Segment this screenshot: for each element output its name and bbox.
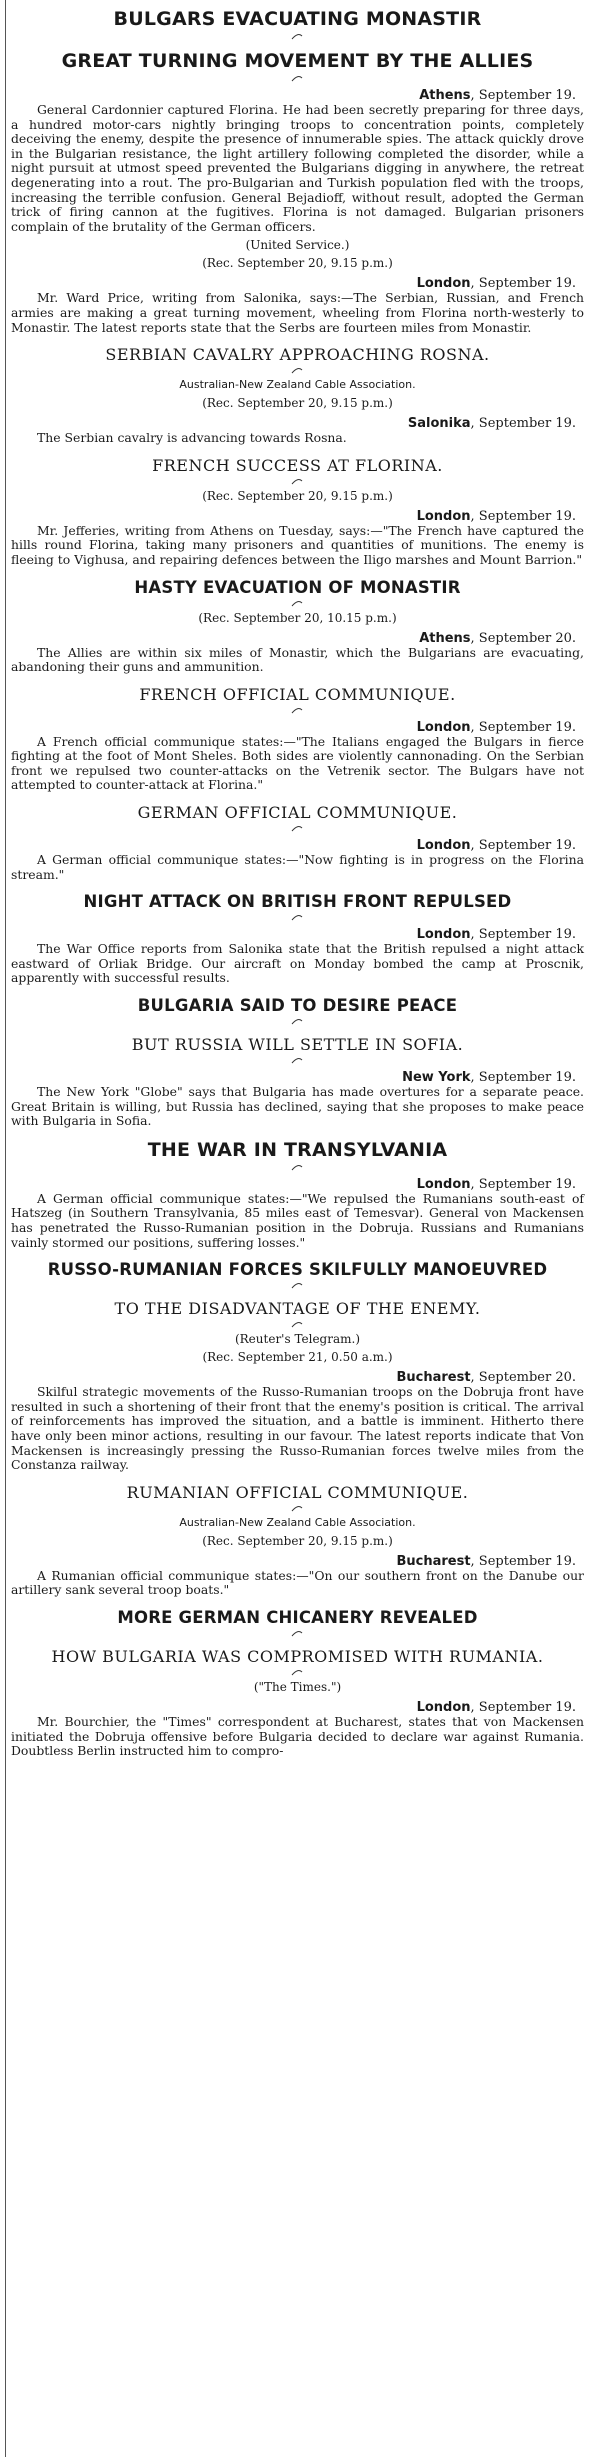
article-heading: FRENCH OFFICIAL COMMUNIQUE. (139, 684, 456, 704)
dispatch-text: The Serbian cavalry is advancing towards Rosna. (37, 430, 347, 446)
dateline-place: London (416, 838, 471, 854)
separator-rule (268, 1318, 328, 1328)
dateline-date: , September 19. (470, 1176, 576, 1192)
dateline (11, 416, 584, 431)
article-heading: HOW BULGARIA WAS COMPROMISED WITH RUMANIA. (51, 1646, 544, 1666)
dateline (11, 927, 584, 942)
dateline-place: Bucharest (396, 1553, 471, 1569)
dateline-date: , September 19. (470, 88, 576, 103)
article-heading: BULGARS EVACUATING MONASTIR (113, 8, 482, 30)
article-8 (11, 996, 584, 1035)
newspaper-column (5, 0, 589, 2457)
received-time: (Rec. September 20, 9.15 p.m.) (202, 256, 393, 271)
article-heading: GERMAN OFFICIAL COMMUNIQUE. (137, 803, 458, 823)
article-heading: FRENCH SUCCESS AT FLORINA. (152, 455, 443, 475)
dateline (11, 838, 584, 853)
article-12 (11, 1299, 584, 1483)
article-heading: BUT RUSSIA WILL SETTLE IN SOFIA. (131, 1035, 464, 1055)
received-time: (Rec. September 20, 9.15 p.m.) (202, 488, 393, 503)
dispatch-text: A German official communique states:—"Now fighting is in progress on the Florina stream." (11, 852, 584, 882)
dateline-place: New York (402, 1070, 471, 1086)
cable-agency: Australian-New Zealand Cable Association. (179, 1515, 416, 1529)
article-15 (11, 1647, 584, 1769)
article-13 (11, 1483, 584, 1608)
separator-rule (268, 1279, 328, 1289)
cable-agency: Australian-New Zealand Cable Association. (179, 378, 416, 392)
dateline-date: , September 19. (470, 276, 576, 292)
dateline-date: , September 19. (470, 927, 576, 943)
dateline-date: , September 19. (470, 719, 576, 735)
separator-rule (268, 1627, 328, 1637)
news-source: ("The Times.") (253, 1679, 342, 1694)
dateline (11, 1554, 584, 1569)
dateline (11, 509, 584, 524)
dispatch-text: Skilful strategic movements of the Russo-Rumanian troops on the Dobruja front have resulted in such a shortening of their front that the enemy's position is critical. The arrival of reinforcements has improved the situation, and a battle is imminent. Hitherto there have only been minor actions, resulting in our favour. The latest reports indicate that Von Mackensen is increasingly pressing the Russo-Rumanian forces twelve miles from the Constanza railway. (11, 1384, 584, 1473)
article-heading: RUMANIAN OFFICIAL COMMUNIQUE. (126, 1482, 469, 1502)
article-heading: RUSSO-RUMANIAN FORCES SKILFULLY MANOEUVRED (47, 1260, 548, 1280)
dateline-place: Athens (419, 88, 471, 103)
article-heading: MORE GERMAN CHICANERY REVEALED (117, 1607, 478, 1627)
article-heading: TO THE DISADVANTAGE OF THE ENEMY. (114, 1299, 481, 1319)
dateline-place: London (416, 927, 471, 943)
article-heading: GREAT TURNING MOVEMENT BY THE ALLIES (61, 50, 534, 72)
article-0 (11, 8, 584, 50)
dateline-date: , September 20. (470, 630, 576, 646)
received-time: (Rec. September 21, 0.50 a.m.) (202, 1350, 393, 1365)
dateline-date: , September 19. (470, 508, 576, 524)
dateline-place: London (416, 276, 471, 292)
dateline (11, 720, 584, 735)
dispatch-text: The New York "Globe" says that Bulgaria has made overtures for a separate peace. Great Britain is willing, but Russia has declined, saying that she proposes to make peace with Bulgaria in Sofia. (11, 1084, 584, 1129)
received-time: (Rec. September 20, 9.15 p.m.) (202, 1533, 393, 1548)
dateline-date: , September 20. (470, 1370, 576, 1386)
article-3 (11, 456, 584, 578)
article-1 (11, 50, 584, 345)
dateline (11, 276, 584, 291)
separator-rule (268, 911, 328, 921)
dateline (11, 1700, 584, 1715)
dispatch-text: General Cardonnier captured Florina. He had been secretly preparing for three days, a hundred motor-cars nightly bringing troops to concentration points, completely deceiving the enemy, despite the presence of innumerable spies. The attack quickly drove in the Bulgarian resistance, the light artillery following completed the disorder, while a night pursuit at utmost speed prevented the Bulgarians digging in anywhere, the retreat degenerating into a rout. The pro-Bulgarian and Turkish population fled with the troops, increasing the terrible confusion. General Bejadioff, without result, adopted the German trick of firing cannon at the fugitives. Florina is not damaged. Bulgarian prisoners complain of the brutality of the German officers. (11, 102, 584, 234)
dateline-place: Salonika (407, 416, 471, 432)
dispatch-text: A German official communique states:—"We repulsed the Rumanians south-east of Hatszeg (in Southern Transylvania, 85 miles east of Temesvar). General von Mackensen has penetrated the Russo-Rumanian position in the Dobruja. Russians and Rumanians vainly stormed our positions, suffering losses." (11, 1190, 584, 1250)
separator-rule (268, 597, 328, 607)
article-heading: SERBIAN CAVALRY APPROACHING ROSNA. (105, 345, 490, 365)
dateline (11, 631, 584, 646)
article-heading: HASTY EVACUATION OF MONASTIR (134, 577, 461, 597)
separator-rule (268, 704, 328, 714)
article-6 (11, 803, 584, 892)
dateline-place: London (416, 1699, 471, 1715)
dateline-place: London (416, 508, 471, 524)
dateline (11, 1177, 584, 1192)
separator-rule (268, 475, 328, 485)
dateline-place: Bucharest (396, 1370, 471, 1386)
article-5 (11, 685, 584, 803)
received-time: (Rec. September 20, 9.15 p.m.) (202, 396, 393, 411)
dateline (11, 1370, 584, 1385)
article-14 (11, 1608, 584, 1647)
separator-rule (268, 1054, 328, 1064)
dateline-date: , September 19. (470, 1699, 576, 1715)
article-heading: THE WAR IN TRANSYLVANIA (147, 1138, 448, 1161)
dateline-place: London (416, 1176, 471, 1192)
separator-rule (268, 1666, 328, 1676)
dispatch-text: Mr. Bourchier, the "Times" correspondent at Bucharest, states that von Mackensen initiated the Dobruja offensive before Bulgaria decided to declare war against Rumania. Doubtless Berlin instructed him to compro- (11, 1713, 584, 1759)
dateline-date: , September 19. (470, 1553, 576, 1569)
dispatch-text: A French official communique states:—"The Italians engaged the Bulgars in fierce fighting at the foot of Mont Sheles. Both sides are violently cannonading. On the Serbian front we repulsed two counter-attacks on the Vetrenik sector. The Bulgars have not attempted to counter-attack at Florina." (11, 733, 584, 793)
dateline-place: Athens (419, 630, 471, 646)
spacer (11, 0, 584, 8)
dispatch-text: A Rumanian official communique states:—"On our southern front on the Danube our artillery sank several troop boats." (11, 1567, 584, 1598)
article-7 (11, 892, 584, 996)
separator-rule (268, 822, 328, 832)
dispatch-text: The Allies are within six miles of Monastir, which the Bulgarians are evacuating, abandoning their guns and ammunition. (11, 644, 584, 675)
separator-rule (268, 1015, 328, 1025)
separator-rule (268, 30, 328, 40)
dateline (11, 88, 584, 103)
article-heading: BULGARIA SAID TO DESIRE PEACE (137, 996, 458, 1016)
article-9 (11, 1035, 584, 1139)
news-source: (Reuter's Telegram.) (234, 1332, 361, 1347)
dispatch-text: The War Office reports from Salonika state that the British repulsed a night attack eastward of Orliak Bridge. Our aircraft on Monday bombed the camp at Proscnik, apparently with successful results. (11, 941, 584, 986)
article-4 (11, 578, 584, 685)
separator-rule (268, 1502, 328, 1512)
dateline-date: , September 19. (470, 416, 576, 432)
article-2 (11, 345, 584, 456)
separator-rule (268, 364, 328, 374)
received-time: (Rec. September 20, 10.15 p.m.) (198, 610, 397, 625)
dateline-date: , September 19. (470, 1070, 576, 1086)
dateline-date: , September 19. (470, 838, 576, 854)
separator-rule (268, 72, 328, 82)
dateline (11, 1070, 584, 1085)
article-10 (11, 1139, 584, 1260)
article-heading: NIGHT ATTACK ON BRITISH FRONT REPULSED (83, 892, 512, 912)
dispatch-text: Mr. Jefferies, writing from Athens on Tuesday, says:—"The French have captured the hills round Florina, taking many prisoners and quantities of munitions. The enemy is fleeing to Vighusa, and repairing defences between the Iligo marshes and Mount Barrion." (11, 522, 584, 567)
dispatch-text: Mr. Ward Price, writing from Salonika, says:—The Serbian, Russian, and French armies are making a great turning movement, wheeling from Florina north-westerly to Monastir. The latest reports state that the Serbs are fourteen miles from Monastir. (11, 290, 584, 335)
news-source: (United Service.) (245, 238, 350, 253)
dateline-place: London (416, 719, 471, 735)
separator-rule (268, 1161, 328, 1171)
article-11 (11, 1260, 584, 1299)
